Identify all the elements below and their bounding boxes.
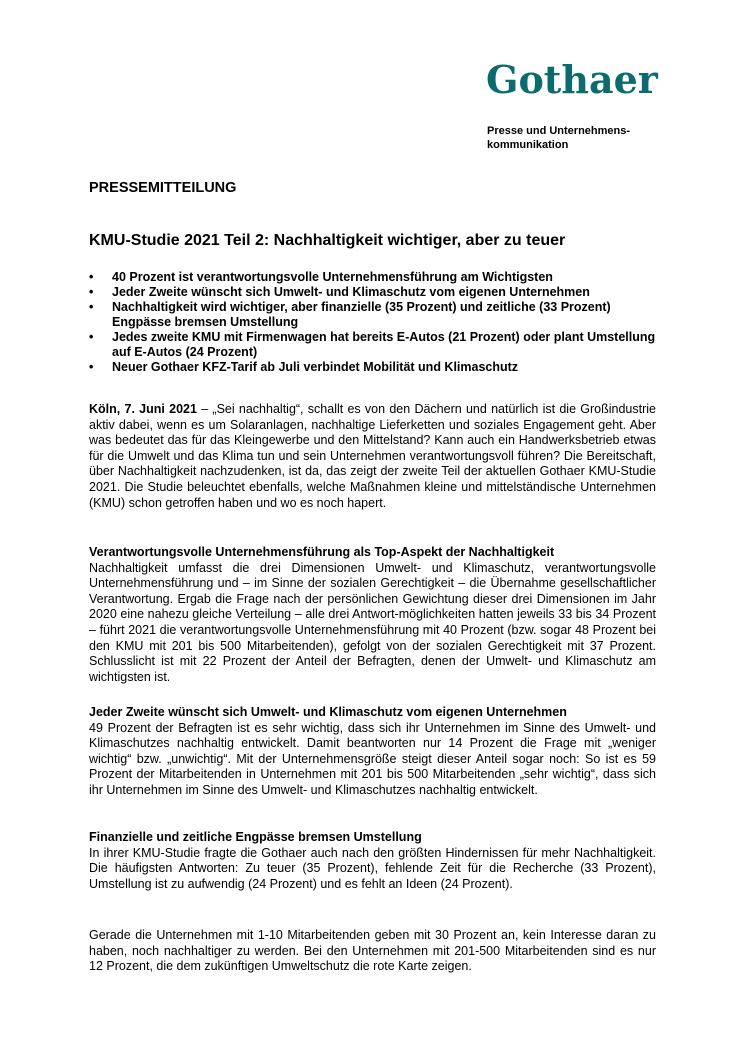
doc-type-heading: PRESSEMITTEILUNG [89,180,237,196]
page-title: KMU-Studie 2021 Teil 2: Nachhaltigkeit wichtiger, aber zu teuer [89,232,566,249]
intro-text: – „Sei nachhaltig“, schallt es von den Dächern und natürlich ist die Großindustrie aktiv dabei, wenn es um Solaranlagen, nachhaltige Lieferketten und soziales Engagement geht. Aber was bedeutet das für das Kleingewerbe und den Mittelstand? Kann auch ein Handwerksbetrieb etwas für die Umwelt und das Klima tun und sein Unternehmen verantwortungsvoll führen? Die Bereitschaft, über Nachhaltigkeit nachzudenken, ist da, das zeigt der zweite Teil der aktuellen Gothaer KMU-Studie 2021. Die Studie beleuchtet ebenfalls, welche Maßnahmen kleine und mittelständische Unternehmen (KMU) schon getroffen haben und wo es noch hapert. [89,402,656,510]
closing-text: Gerade die Unternehmen mit 1-10 Mitarbeitenden geben mit 30 Prozent an, kein Interesse daran zu haben, noch nachhaltiger zu werden. Bei den Unternehmen mit 201-500 Mitarbeitenden sind es nur 12 Prozent, die dem zukünftigen Umweltschutz die rote Karte zeigen. [89,928,656,974]
department-line-1: Presse und Unternehmens- [487,125,631,137]
section-climate [89,705,656,799]
summary-bullet-list [89,270,659,375]
section-heading: Finanzielle und zeitliche Engpässe bremsen Umstellung [89,830,422,844]
list-item: • 40 Prozent ist verantwortungsvolle Unternehmensführung am Wichtigsten [89,270,659,285]
section-text: Nachhaltigkeit umfasst die drei Dimensionen Umwelt- und Klimaschutz, verantwortungsvolle Unternehmensführung und – im Sinne der sozialen Gerechtigkeit – die Übernahme gesellschaftlicher Verantwortung. Ergab die Frage nach der persönlichen Gewichtung dieser drei Dimensionen im Jahr 2020 eine nahezu gleiche Verteilung – alle drei Antwort-möglichkeiten hatten jeweils 33 bis 34 Prozent – führt 2021 die verantwortungsvolle Unternehmensführung mit 40 Prozent (bzw. sogar 48 Prozent bei den KMU mit 201 bis 500 Mitarbeitenden), gefolgt von der sozialen Gerechtigkeit mit 37 Prozent. Schlusslicht ist mit 22 Prozent der Anteil der Befragten, denen der Umwelt- und Klimaschutz am wichtigsten ist. [89,560,656,684]
list-item: • Jedes zweite KMU mit Firmenwagen hat bereits E-Autos (21 Prozent) oder plant Umstellung auf E-Autos (24 Prozent) [89,330,659,360]
list-item: • Jeder Zweite wünscht sich Umwelt- und Klimaschutz vom eigenen Unternehmen [89,285,659,300]
gothaer-logo: Gothaer [486,57,658,102]
department-line-2: kommunikation [487,139,569,151]
section-text: 49 Prozent der Befragten ist es sehr wichtig, dass sich ihr Unternehmen im Sinne des Umwelt- und Klimaschutzes nachhaltig entwickelt. Damit beantworten nur 14 Prozent die Frage mit „weniger wichtig“ bzw. „unwichtig“. Mit der Unternehmensgröße steigt dieser Anteil sogar noch: So ist es 59 Prozent der Mitarbeitenden in Unternehmen mit 201 bis 500 Mitarbeitenden „sehr wichtig“, dass sich ihr Unternehmen im Sinne des Umwelt- und Klimaschutzes nachhaltig entwickelt. [89,720,656,797]
section-heading: Jeder Zweite wünscht sich Umwelt- und Klimaschutz vom eigenen Unternehmen [89,705,567,719]
section-leadership [89,545,656,685]
list-item: • Neuer Gothaer KFZ-Tarif ab Juli verbindet Mobilität und Klimaschutz [89,360,659,375]
section-heading: Verantwortungsvolle Unternehmensführung als Top-Aspekt der Nachhaltigkeit [89,545,555,559]
intro-paragraph [89,402,656,511]
closing-paragraph [89,928,656,975]
section-text: In ihrer KMU-Studie fragte die Gothaer auch nach den größten Hindernissen für mehr Nachhaltigkeit. Die häufigsten Antworten: Zu teuer (35 Prozent), fehlende Zeit für die Recherche (33 Prozent), Umstellung ist zu aufwendig (24 Prozent) und es fehlt an Ideen (24 Prozent). [89,845,656,891]
list-item: • Nachhaltigkeit wird wichtiger, aber finanzielle (35 Prozent) und zeitliche (33 Prozent) Engpässe bremsen Umstellung [89,300,659,330]
section-obstacles [89,830,656,892]
dateline: Köln, 7. Juni 2021 [89,402,197,416]
department-label [487,124,667,152]
